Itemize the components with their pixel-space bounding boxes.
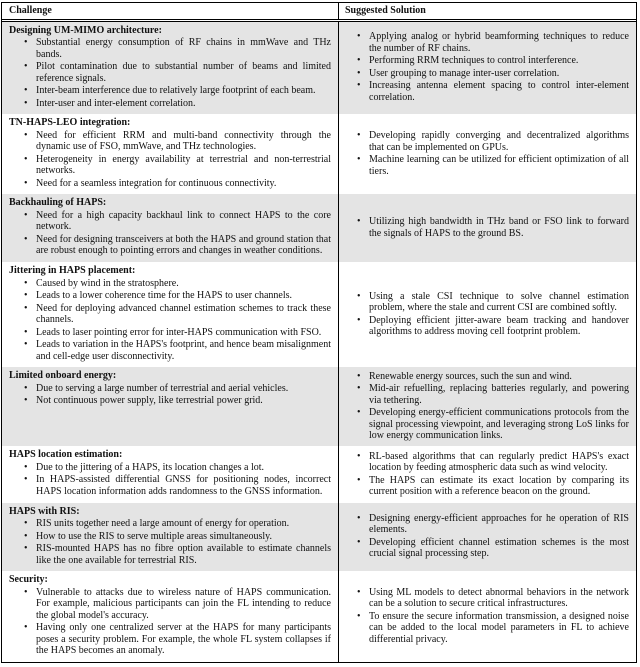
challenge-list bbox=[9, 383, 333, 407]
challenge-item: • Heterogeneity in energy availability at terrestrial and non-terrestrial networks. bbox=[36, 154, 331, 177]
solution-list bbox=[345, 513, 631, 561]
table-header-challenge: Challenge bbox=[9, 5, 52, 16]
challenge-item: • Need for deploying advanced channel estimation schemes to track these channels. bbox=[36, 303, 331, 326]
challenge-cell bbox=[2, 262, 338, 367]
challenge-item: • In HAPS-assisted differential GNSS for positioning nodes, incorrect HAPS location information adds randomness to the GNSS information. bbox=[36, 474, 331, 497]
challenge-title: Security: bbox=[9, 574, 48, 586]
challenge-list bbox=[9, 278, 333, 363]
challenge-list bbox=[9, 518, 333, 566]
solution-cell bbox=[338, 22, 636, 115]
challenge-list bbox=[9, 130, 333, 190]
solution-item: • Renewable energy sources, such the sun and wind. bbox=[369, 371, 629, 383]
challenge-cell bbox=[2, 367, 338, 446]
challenge-item: • Need for designing transceivers at both the HAPS and ground station that are robust enough to pointing errors and changes in weather conditions. bbox=[36, 234, 331, 257]
table-row bbox=[2, 22, 636, 115]
table-header-row bbox=[2, 3, 636, 22]
solution-cell bbox=[338, 114, 636, 194]
solution-list bbox=[345, 216, 631, 240]
challenge-item: • Inter-user and inter-element correlation. bbox=[36, 98, 331, 110]
challenge-item: • Caused by wind in the stratosphere. bbox=[36, 278, 331, 290]
solution-item: • Using a stale CSI technique to solve channel estimation problem, where the stale and current CSI are combined softly. bbox=[369, 291, 629, 314]
challenge-title: HAPS location estimation: bbox=[9, 449, 123, 461]
challenge-item: • Due to the jittering of a HAPS, its location changes a lot. bbox=[36, 462, 331, 474]
table-row bbox=[2, 194, 636, 262]
solution-list bbox=[345, 451, 631, 499]
challenge-cell bbox=[2, 571, 338, 662]
solution-item: • Developing energy-efficient communications protocols from the signal processing viewpoint, and leveraging strong LoS links for low energy communication links. bbox=[369, 407, 629, 442]
solution-item: • Applying analog or hybrid beamforming techniques to reduce the number of RF chains. bbox=[369, 31, 629, 54]
challenge-item: • RIS units together need a large amount of energy for operation. bbox=[36, 518, 331, 530]
solution-cell bbox=[338, 571, 636, 662]
challenge-item: • How to use the RIS to serve multiple areas simultaneously. bbox=[36, 531, 331, 543]
solution-item: • Developing rapidly converging and decentralized algorithms that can be implemented on GPUs. bbox=[369, 130, 629, 153]
table-header-solution: Suggested Solution bbox=[338, 3, 636, 19]
challenge-cell bbox=[2, 446, 338, 502]
challenge-item: • RIS-mounted HAPS has no fibre option available to estimate channels like the one available for terrestrial RIS. bbox=[36, 543, 331, 566]
challenge-cell bbox=[2, 194, 338, 262]
solution-item: • Deploying efficient jitter-aware beam tracking and handover algorithms to address moving cell footprint problem. bbox=[369, 315, 629, 338]
solution-item: • User grouping to manage inter-user correlation. bbox=[369, 68, 629, 80]
challenge-cell bbox=[2, 503, 338, 572]
challenge-list bbox=[9, 587, 333, 657]
challenge-item: • Not continuous power supply, like terrestrial power grid. bbox=[36, 395, 331, 407]
challenge-title: HAPS with RIS: bbox=[9, 505, 80, 517]
challenge-item: • Inter-beam interference due to relatively large footprint of each beam. bbox=[36, 85, 331, 97]
challenge-item: • Pilot contamination due to substantial number of beams and limited reference signals. bbox=[36, 61, 331, 84]
challenge-item: • Need for a high capacity backhaul link to connect HAPS to the core network. bbox=[36, 210, 331, 233]
challenge-item: • Vulnerable to attacks due to wireless nature of HAPS communication. For example, malicious participants can join the FL intending to reduce the global model's accuracy. bbox=[36, 587, 331, 622]
challenge-item: • Leads to laser pointing error for inter-HAPS communication with FSO. bbox=[36, 327, 331, 339]
challenge-item: • Leads to variation in the HAPS's footprint, and hence beam misalignment and cell-edge user disconnectivity. bbox=[36, 339, 331, 362]
solution-item: • To ensure the secure information transmission, a designed noise can be added to the local model parameters in FL to achieve differential privacy. bbox=[369, 611, 629, 646]
solution-item: • Machine learning can be utilized for efficient optimization of all tiers. bbox=[369, 154, 629, 177]
solution-cell bbox=[338, 262, 636, 367]
solution-item: • Performing RRM techniques to control interference. bbox=[369, 55, 629, 67]
challenge-title: Limited onboard energy: bbox=[9, 370, 117, 382]
solution-cell bbox=[338, 194, 636, 262]
table-body bbox=[2, 22, 636, 663]
solution-item: • Utilizing high bandwidth in THz band or FSO link to forward the signals of HAPS to the ground BS. bbox=[369, 216, 629, 239]
challenges-solutions-table bbox=[1, 2, 637, 663]
challenge-list bbox=[9, 210, 333, 257]
challenge-item: • Need for a seamless integration for continuous connectivity. bbox=[36, 178, 331, 190]
solution-list bbox=[345, 587, 631, 647]
table-row bbox=[2, 571, 636, 662]
challenge-item: • Leads to a lower coherence time for the HAPS to user channels. bbox=[36, 290, 331, 302]
solution-item: • Increasing antenna element spacing to control inter-element correlation. bbox=[369, 80, 629, 103]
solution-item: • Designing energy-efficient approaches for he operation of RIS elements. bbox=[369, 513, 629, 536]
challenge-cell bbox=[2, 22, 338, 115]
solution-item: • RL-based algorithms that can regularly predict HAPS's exact location by feeding atmospheric data such as wind velocity. bbox=[369, 451, 629, 474]
solution-cell bbox=[338, 367, 636, 446]
challenge-item: • Need for efficient RRM and multi-band connectivity through the dynamic use of FSO, mmWave, and THz technologies. bbox=[36, 130, 331, 153]
table-row bbox=[2, 114, 636, 194]
solution-cell bbox=[338, 503, 636, 572]
challenge-item: • Due to serving a large number of terrestrial and aerial vehicles. bbox=[36, 383, 331, 395]
solution-list bbox=[345, 291, 631, 339]
solution-item: • Mid-air refuelling, replacing batteries regularly, and powering via tethering. bbox=[369, 383, 629, 406]
challenge-list bbox=[9, 462, 333, 498]
solution-list bbox=[345, 31, 631, 104]
challenge-title: Backhauling of HAPS: bbox=[9, 197, 107, 209]
table-row bbox=[2, 503, 636, 572]
challenge-item: • Substantial energy consumption of RF chains in mmWave and THz bands. bbox=[36, 37, 331, 60]
challenge-item: • Having only one centralized server at the HAPS for many participants poses a security problem. For example, the whole FL system collapses if the HAPS becomes an anomaly. bbox=[36, 622, 331, 657]
challenge-title: TN-HAPS-LEO integration: bbox=[9, 117, 131, 129]
table-row bbox=[2, 367, 636, 446]
solution-list bbox=[345, 130, 631, 178]
solution-item: • Developing efficient channel estimation schemes is the most crucial signal processing step. bbox=[369, 537, 629, 560]
challenge-title: Designing UM-MIMO architecture: bbox=[9, 24, 162, 36]
solution-cell bbox=[338, 446, 636, 502]
solution-list bbox=[345, 371, 631, 443]
challenge-title: Jittering in HAPS placement: bbox=[9, 265, 136, 277]
challenge-list bbox=[9, 37, 333, 109]
challenge-cell bbox=[2, 114, 338, 194]
table-row bbox=[2, 446, 636, 502]
table-row bbox=[2, 262, 636, 367]
solution-item: • Using ML models to detect abnormal behaviors in the network can be a solution to secure critical infrastructures. bbox=[369, 587, 629, 610]
solution-item: • The HAPS can estimate its exact location by comparing its current position with a reference beacon on the ground. bbox=[369, 475, 629, 498]
